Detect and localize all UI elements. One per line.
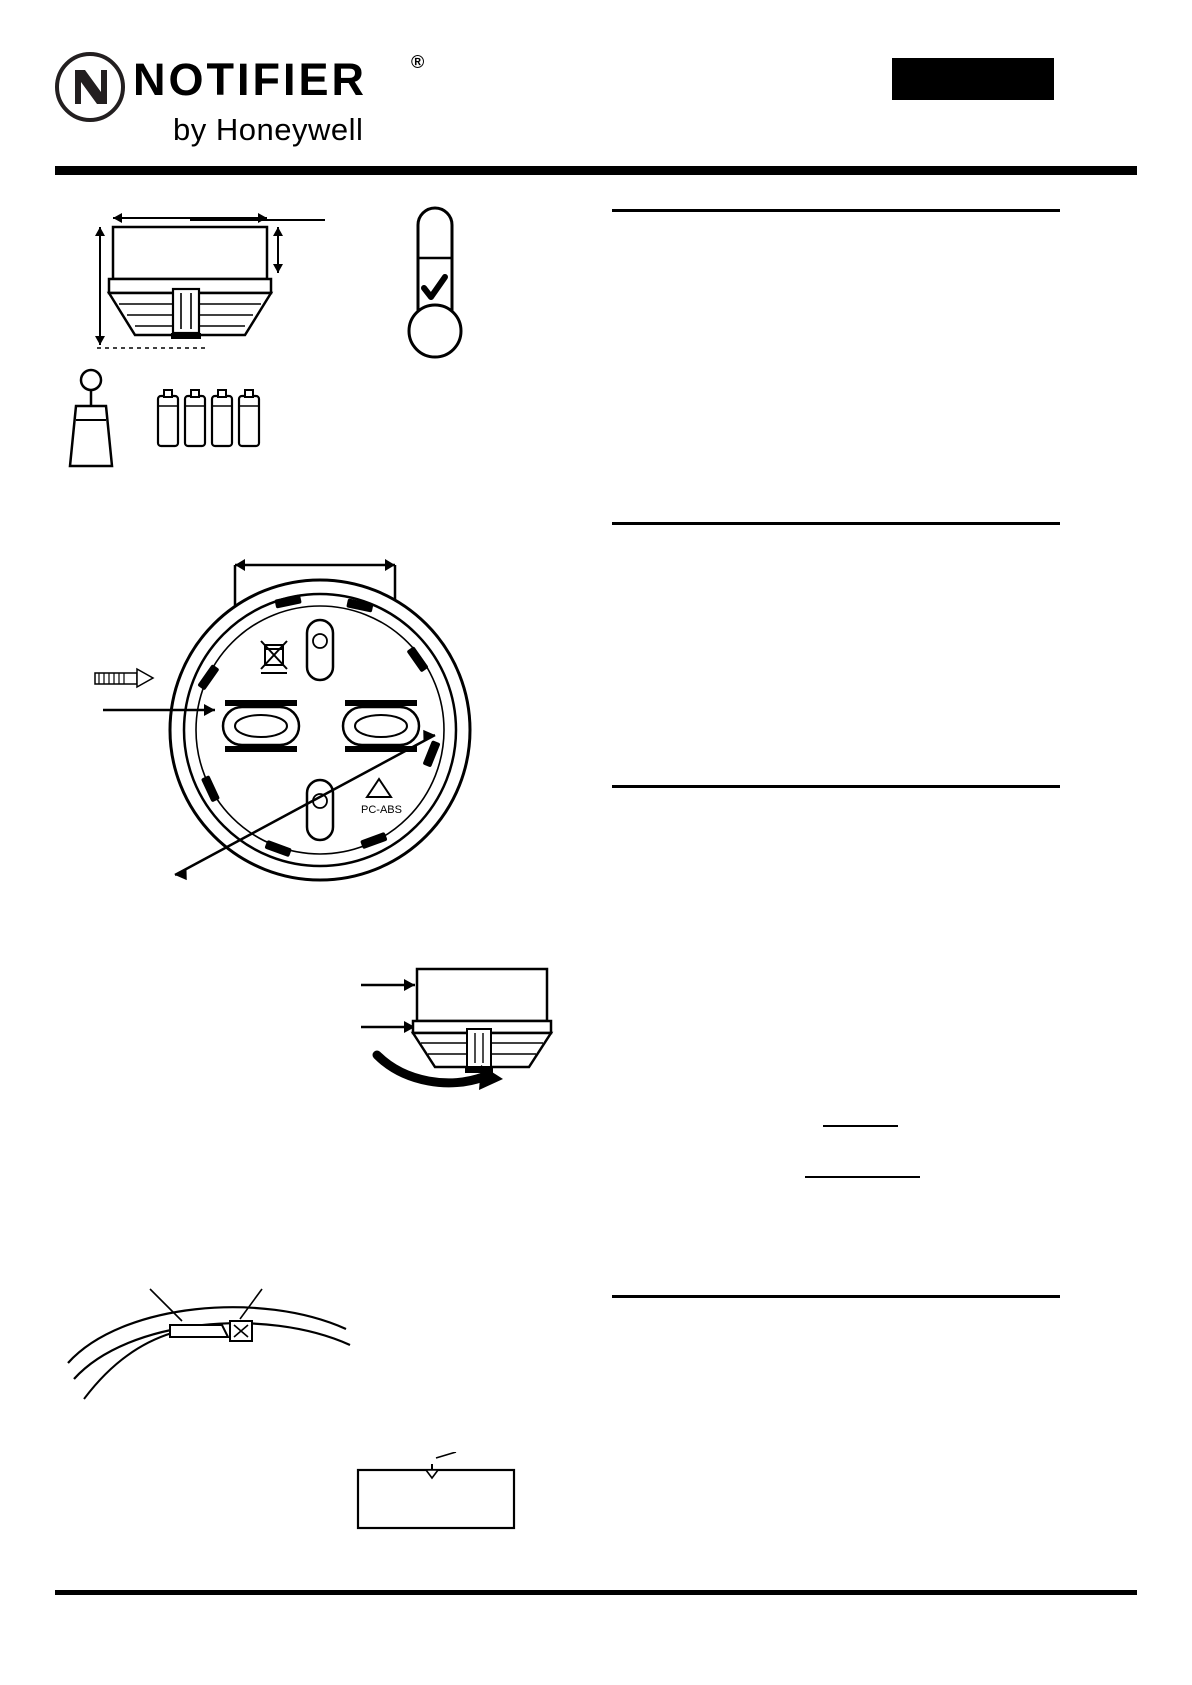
section-1-divider [612,209,1060,212]
footer-divider [55,1590,1137,1595]
text-underline-1 [823,1125,898,1127]
detector-twist-figure [355,955,585,1090]
notifier-n-logo-icon [55,52,125,122]
battery-check-figure [400,203,470,373]
label-detail-figure [352,1452,522,1532]
brand-wordmark: NOTIFIER [133,54,367,105]
tamper-lock-detail-figure [62,1285,352,1405]
mounting-base-figure [75,545,525,925]
detector-side-view-figure [75,205,325,375]
section-3-divider [612,785,1060,788]
document-header [0,0,1192,190]
section-2-divider [612,522,1060,525]
header-badge [892,58,1054,100]
brand-registered-mark: ® [411,52,425,72]
text-underline-2 [805,1176,920,1178]
section-4-divider [612,1295,1060,1298]
brand-tagline: by Honeywell [173,112,364,147]
brand-logo [55,48,535,158]
screw-and-batteries-figure [58,368,288,478]
svg-text:PC-ABS: PC-ABS [361,804,402,816]
header-divider [55,166,1137,175]
